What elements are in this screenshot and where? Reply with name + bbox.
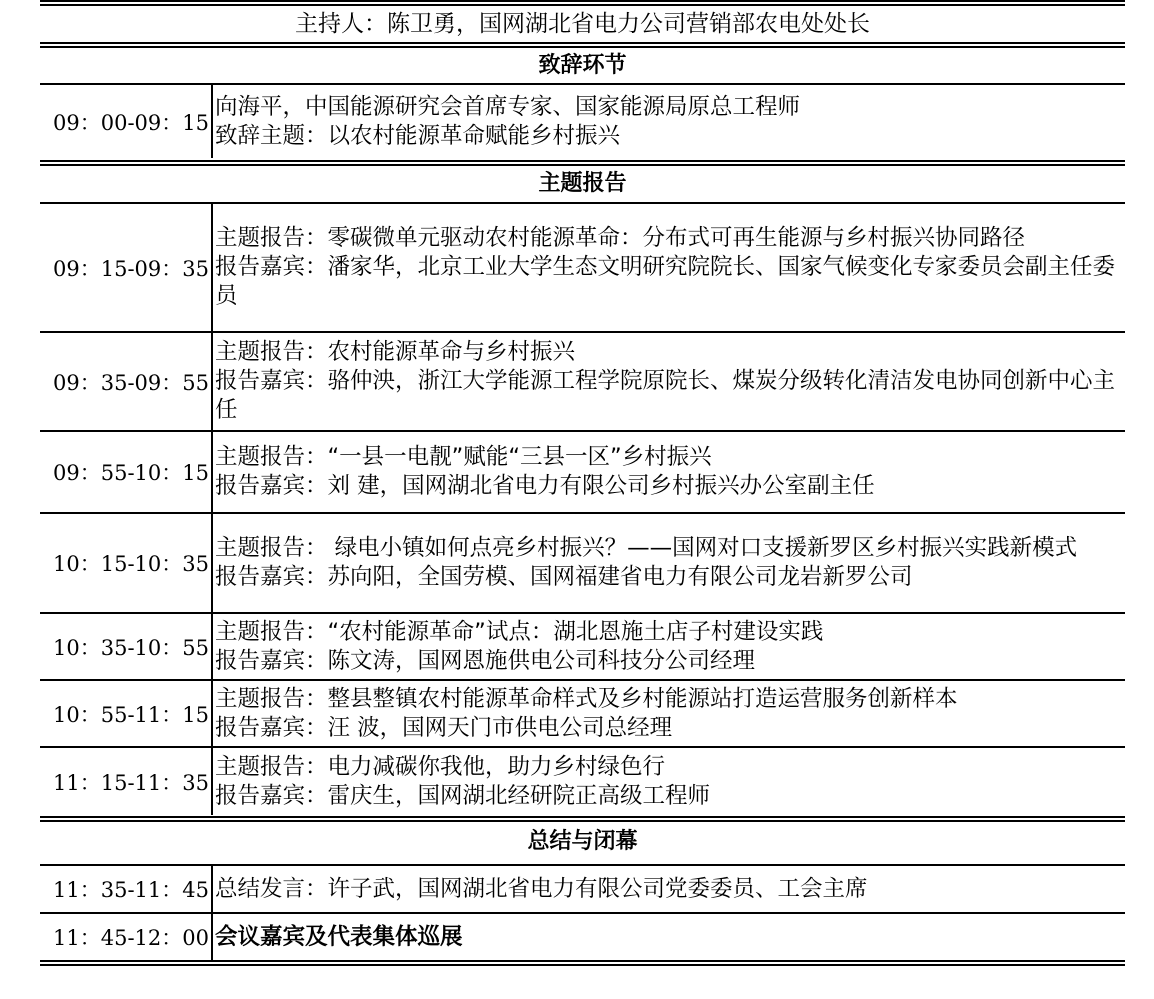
agenda-row xyxy=(40,681,1125,746)
time-slot: 11：45-12：00 xyxy=(53,926,209,950)
divider xyxy=(40,960,1125,966)
column-divider xyxy=(211,748,213,815)
report-title: 主题报告：电力减碳你我他，助力乡村绿色行 xyxy=(215,753,666,780)
agenda-row xyxy=(40,85,1125,158)
agenda-row xyxy=(40,514,1125,612)
agenda-row xyxy=(40,204,1125,331)
row-content xyxy=(215,204,1121,331)
row-content xyxy=(215,514,1121,612)
report-title: 主题报告：“农村能源革命”试点：湖北恩施土店子村建设实践 xyxy=(215,618,824,645)
column-divider xyxy=(211,914,213,960)
report-speaker: 报告嘉宾：苏向阳，全国劳模、国网福建省电力有限公司龙岩新罗公司 xyxy=(215,564,913,590)
time-slot: 11：35-11：45 xyxy=(53,878,209,902)
report-title: 主题报告：零碳微单元驱动农村能源革命：分布式可再生能源与乡村振兴协同路径 xyxy=(215,225,1026,251)
row-content xyxy=(215,866,1121,912)
section-title-closing: 总结与闭幕 xyxy=(527,829,638,854)
row-content xyxy=(215,681,1121,746)
topic-line: 致辞主题：以农村能源革命赋能乡村振兴 xyxy=(215,122,621,149)
row-content xyxy=(215,333,1121,430)
section-title-reports: 主题报告 xyxy=(538,171,627,196)
report-title: 主题报告：整县整镇农村能源革命样式及乡村能源站打造运营服务创新样本 xyxy=(215,685,958,712)
row-content xyxy=(215,614,1121,679)
report-title: 主题报告：“一县一电靓”赋能“三县一区”乡村振兴 xyxy=(215,444,712,470)
row-content xyxy=(215,748,1121,815)
report-speaker: 报告嘉宾：刘 建，国网湖北省电力有限公司乡村振兴办公室副主任 xyxy=(215,473,875,499)
column-divider xyxy=(211,204,213,331)
column-divider xyxy=(211,614,213,679)
host-line: 主持人：陈卫勇，国网湖北省电力公司营销部农电处处长 xyxy=(295,11,870,37)
exhibition-line: 会议嘉宾及代表集体巡展 xyxy=(215,923,463,950)
row-content xyxy=(215,432,1121,512)
report-speaker: 报告嘉宾：潘家华，北京工业大学生态文明研究院院长、国家气候变化专家委员会副主任委员 xyxy=(215,254,1116,309)
time-slot: 10：35-10：55 xyxy=(53,635,209,660)
report-title: 主题报告：农村能源革命与乡村振兴 xyxy=(215,339,576,365)
row-content xyxy=(215,85,1121,158)
summary-line: 总结发言：许子武，国网湖北省电力有限公司党委委员、工会主席 xyxy=(215,875,868,902)
column-divider xyxy=(211,681,213,746)
report-speaker: 报告嘉宾：汪 波，国网天门市供电公司总经理 xyxy=(215,714,673,741)
time-slot: 09：00-09：15 xyxy=(53,110,209,135)
agenda-row xyxy=(40,914,1125,960)
agenda-row xyxy=(40,432,1125,512)
time-slot: 10：15-10：35 xyxy=(53,552,209,576)
report-speaker: 报告嘉宾：雷庆生，国网湖北经研院正高级工程师 xyxy=(215,782,711,809)
agenda-row xyxy=(40,866,1125,912)
column-divider xyxy=(211,432,213,512)
column-divider xyxy=(211,333,213,430)
column-divider xyxy=(211,514,213,612)
time-slot: 11：15-11：35 xyxy=(53,770,209,795)
section-title-opening: 致辞环节 xyxy=(538,53,627,78)
speaker-line: 向海平，中国能源研究会首席专家、国家能源局原总工程师 xyxy=(215,93,801,120)
column-divider xyxy=(211,85,213,158)
column-divider xyxy=(211,866,213,912)
time-slot: 09：55-10：15 xyxy=(53,461,209,485)
time-slot: 09：15-09：35 xyxy=(53,256,209,281)
agenda-row xyxy=(40,748,1125,815)
time-slot: 10：55-11：15 xyxy=(53,702,209,727)
report-title: 主题报告： 绿电小镇如何点亮乡村振兴？——国网对口支援新罗区乡村振兴实践新模式 xyxy=(215,535,1078,561)
report-speaker: 报告嘉宾：陈文涛，国网恩施供电公司科技分公司经理 xyxy=(215,647,756,674)
report-speaker: 报告嘉宾：骆仲泱，浙江大学能源工程学院原院长、煤炭分级转化清洁发电协同创新中心主任 xyxy=(215,368,1116,423)
agenda-row xyxy=(40,333,1125,430)
agenda-row xyxy=(40,614,1125,679)
row-content xyxy=(215,914,1121,960)
time-slot: 09：35-09：55 xyxy=(53,370,209,395)
